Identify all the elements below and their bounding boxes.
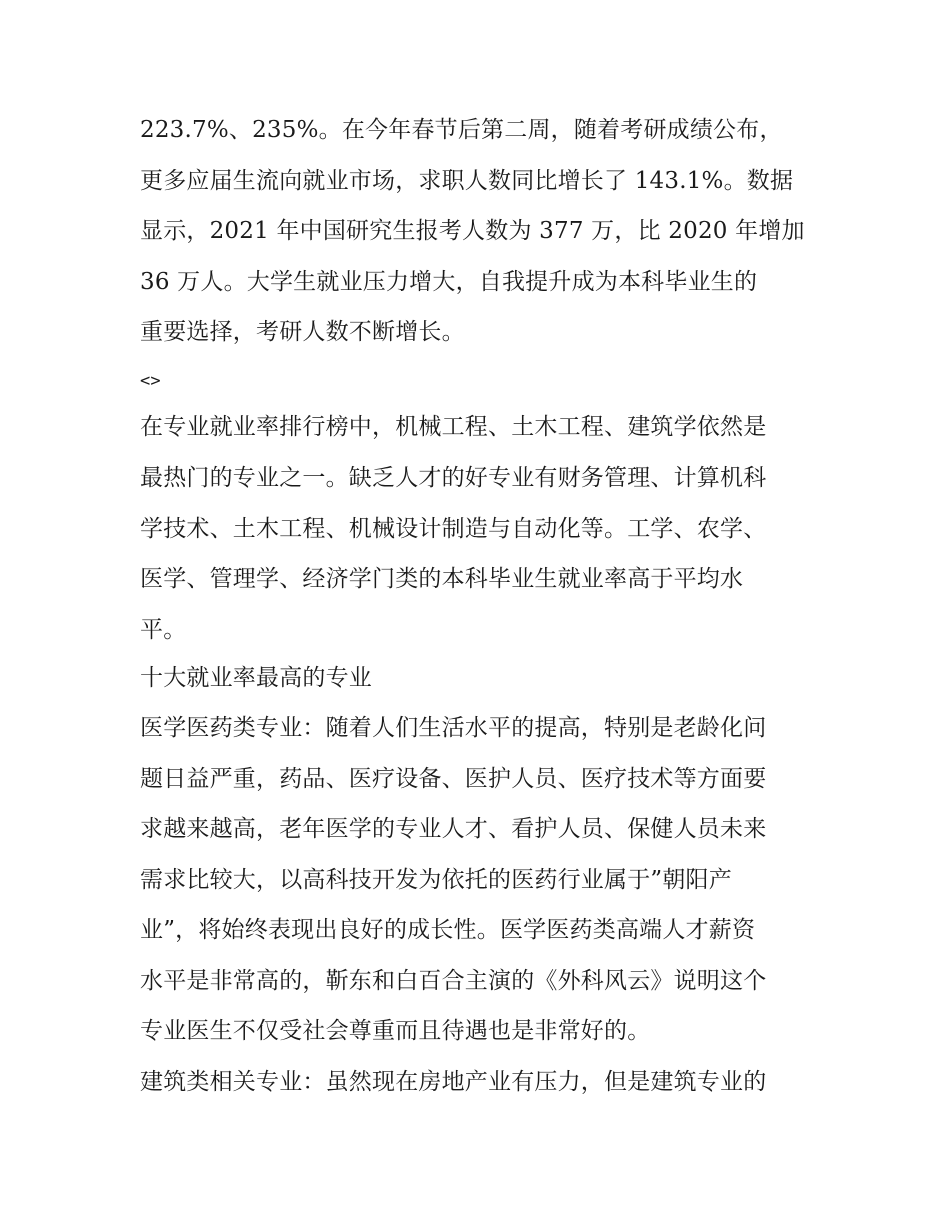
text-line: 在专业就业率排行榜中，机械工程、土木工程、建筑学依然是 (140, 414, 767, 440)
text-line: 建筑类相关专业：虽然现在房地产业有压力，但是建筑专业的 (140, 1069, 767, 1095)
text-line: 水平是非常高的，靳东和白百合主演的《外科风云》说明这个 (140, 968, 767, 994)
text-line: 业”，将始终表现出良好的成长性。医学医药类高端人才薪资 (140, 917, 756, 943)
text-line: 求越来越高，老年医学的专业人才、看护人员、保健人员未来 (140, 816, 767, 842)
section-heading: 十大就业率最高的专业 (140, 665, 372, 691)
text-line: 学技术、土木工程、机械设计制造与自动化等。工学、农学、 (140, 516, 767, 542)
text-line: 最热门的专业之一。缺乏人才的好专业有财务管理、计算机科 (140, 465, 767, 491)
text-line: 医学、管理学、经济学门类的本科毕业生就业率高于平均水 (140, 566, 744, 592)
text-line: 223.7%、235%。在今年春节后第二周，随着考研成绩公布， (140, 117, 783, 143)
text-line: 平。 (140, 617, 187, 643)
text-line: 需求比较大，以高科技开发为依托的医药行业属于”朝阳产 (140, 867, 732, 893)
text-line: 专业医生不仅受社会尊重而且待遇也是非常好的。 (140, 1018, 651, 1044)
text-line: 医学医药类专业：随着人们生活水平的提高，特别是老龄化问 (140, 715, 767, 741)
text-line: 重要选择，考研人数不断增长。 (140, 319, 465, 345)
text-line: 题日益严重，药品、医疗设备、医护人员、医疗技术等方面要 (140, 766, 767, 792)
text-line: 36 万人。大学生就业压力增大，自我提升成为本科毕业生的 (140, 269, 758, 295)
text-line: 更多应届生流向就业市场，求职人数同比增长了 143.1%。数据 (140, 168, 794, 194)
placeholder-marker: <> (140, 371, 161, 391)
text-line: 显示，2021 年中国研究生报考人数为 377 万，比 2020 年增加 (140, 218, 805, 244)
